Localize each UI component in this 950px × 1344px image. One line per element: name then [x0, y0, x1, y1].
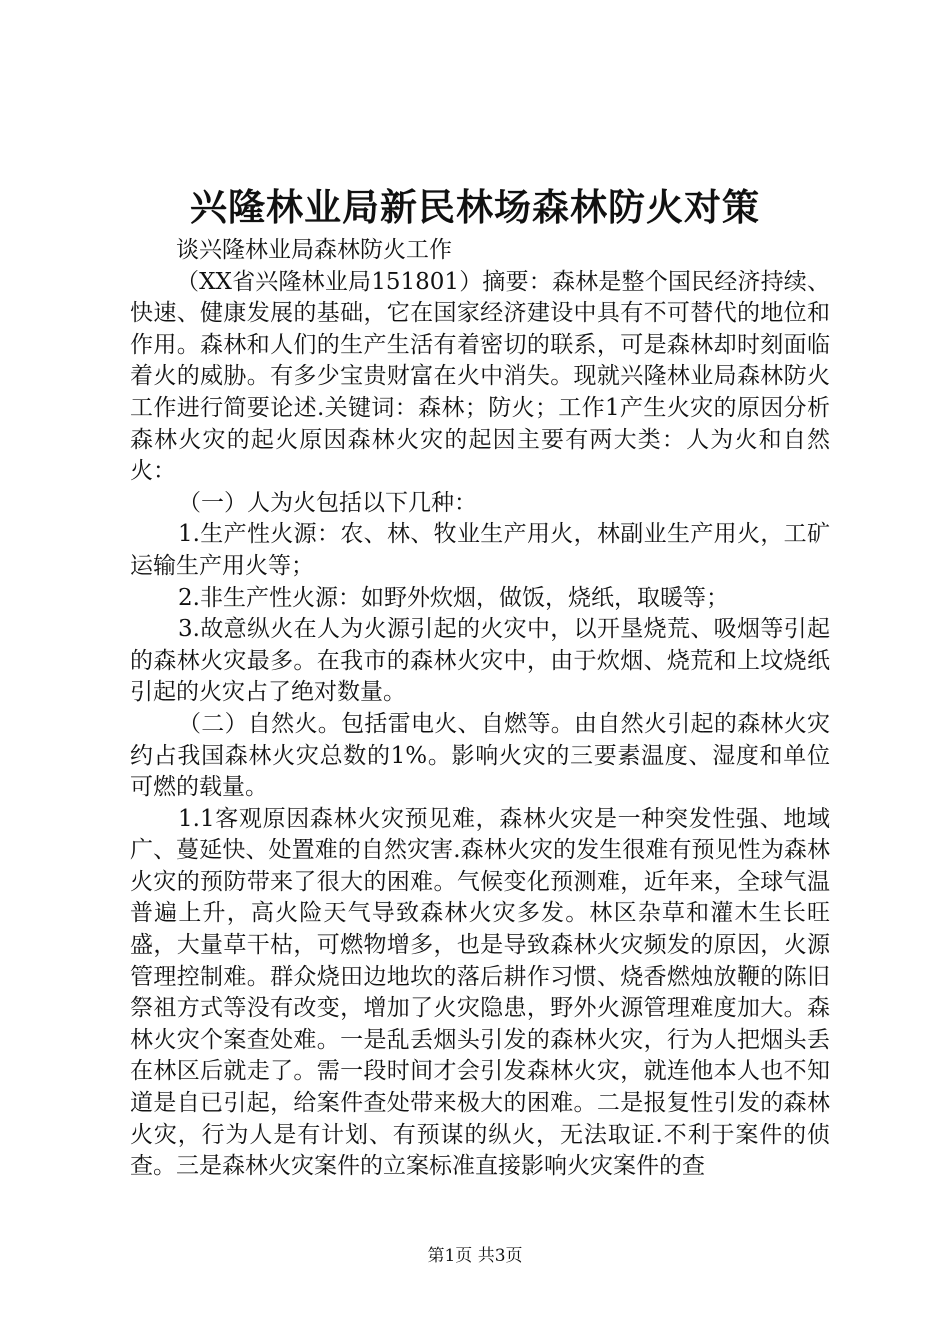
- page-number: 第1页 共3页: [427, 1246, 523, 1266]
- paragraph-section-human-fire: （一）人为火包括以下几种：: [178, 489, 477, 516]
- paragraph-item-1: 1.生产性火源：农、林、牧业生产用火，林副业生产用火，工矿运输生产用火等；: [130, 521, 830, 579]
- document-title: 兴隆林业局新民林场森林防火对策: [190, 186, 760, 229]
- paragraph-item-2: 2.非生产性火源：如野外炊烟，做饭，烧纸，取暖等；: [178, 584, 729, 611]
- paragraph-item-3: 3.故意纵火在人为火源引起的火灾中，以开垦烧荒、吸烟等引起的森林火灾最多。在我市的森林火灾中，由于炊烟、烧荒和上坟烧纸引起的火灾占了绝对数量。: [130, 616, 830, 706]
- document-body: [130, 235, 830, 1183]
- paragraph-section-natural-fire: （二）自然火。包括雷电火、自燃等。由自然火引起的森林火灾约占我国森林火灾总数的1%。影响火灾的三要素温度、湿度和单位可燃的载量。: [130, 710, 830, 801]
- paragraph-abstract: （XX省兴隆林业局151801）摘要：森林是整个国民经济持续、快速、健康发展的基础，它在国家经济建设中具有不可替代的地位和作用。森林和人们的生产生活有着密切的联系，可是森林却时刻面临着火的威胁。有多少宝贵财富在火中消失。现就兴隆林业局森林防火工作进行简要论述.关键词：森林；防火；工作1产生火灾的原因分析森林火灾的起火原因森林火灾的起因主要有两大类：人为火和自然火：: [130, 268, 830, 485]
- paragraph-subtitle: 谈兴隆林业局森林防火工作: [176, 237, 452, 263]
- paragraph-objective-causes: 1.1客观原因森林火灾预见难，森林火灾是一种突发性强、地域广、蔓延快、处置难的自然灾害.森林火灾的发生很难有预见性为森林火灾的预防带来了很大的困难。气候变化预测难，近年来，全球气温普遍上升，高火险天气导致森林火灾多发。林区杂草和灌木生长旺盛，大量草干枯，可燃物增多，也是导致森林火灾频发的原因，火源管理控制难。群众烧田边地坎的落后耕作习惯、烧香燃烛放鞭的陈旧祭祖方式等没有改变，增加了火灾隐患，野外火源管理难度加大。森林火灾个案查处难。一是乱丢烟头引发的森林火灾，行为人把烟头丢在林区后就走了。需一段时间才会引发森林火灾，就连他本人也不知道是自已引起，给案件查处带来极大的困难。二是报复性引发的森林火灾，行为人是有计划、有预谋的纵火，无法取证.不利于案件的侦查。三是森林火灾案件的立案标准直接影响火灾案件的查: [130, 805, 830, 1180]
